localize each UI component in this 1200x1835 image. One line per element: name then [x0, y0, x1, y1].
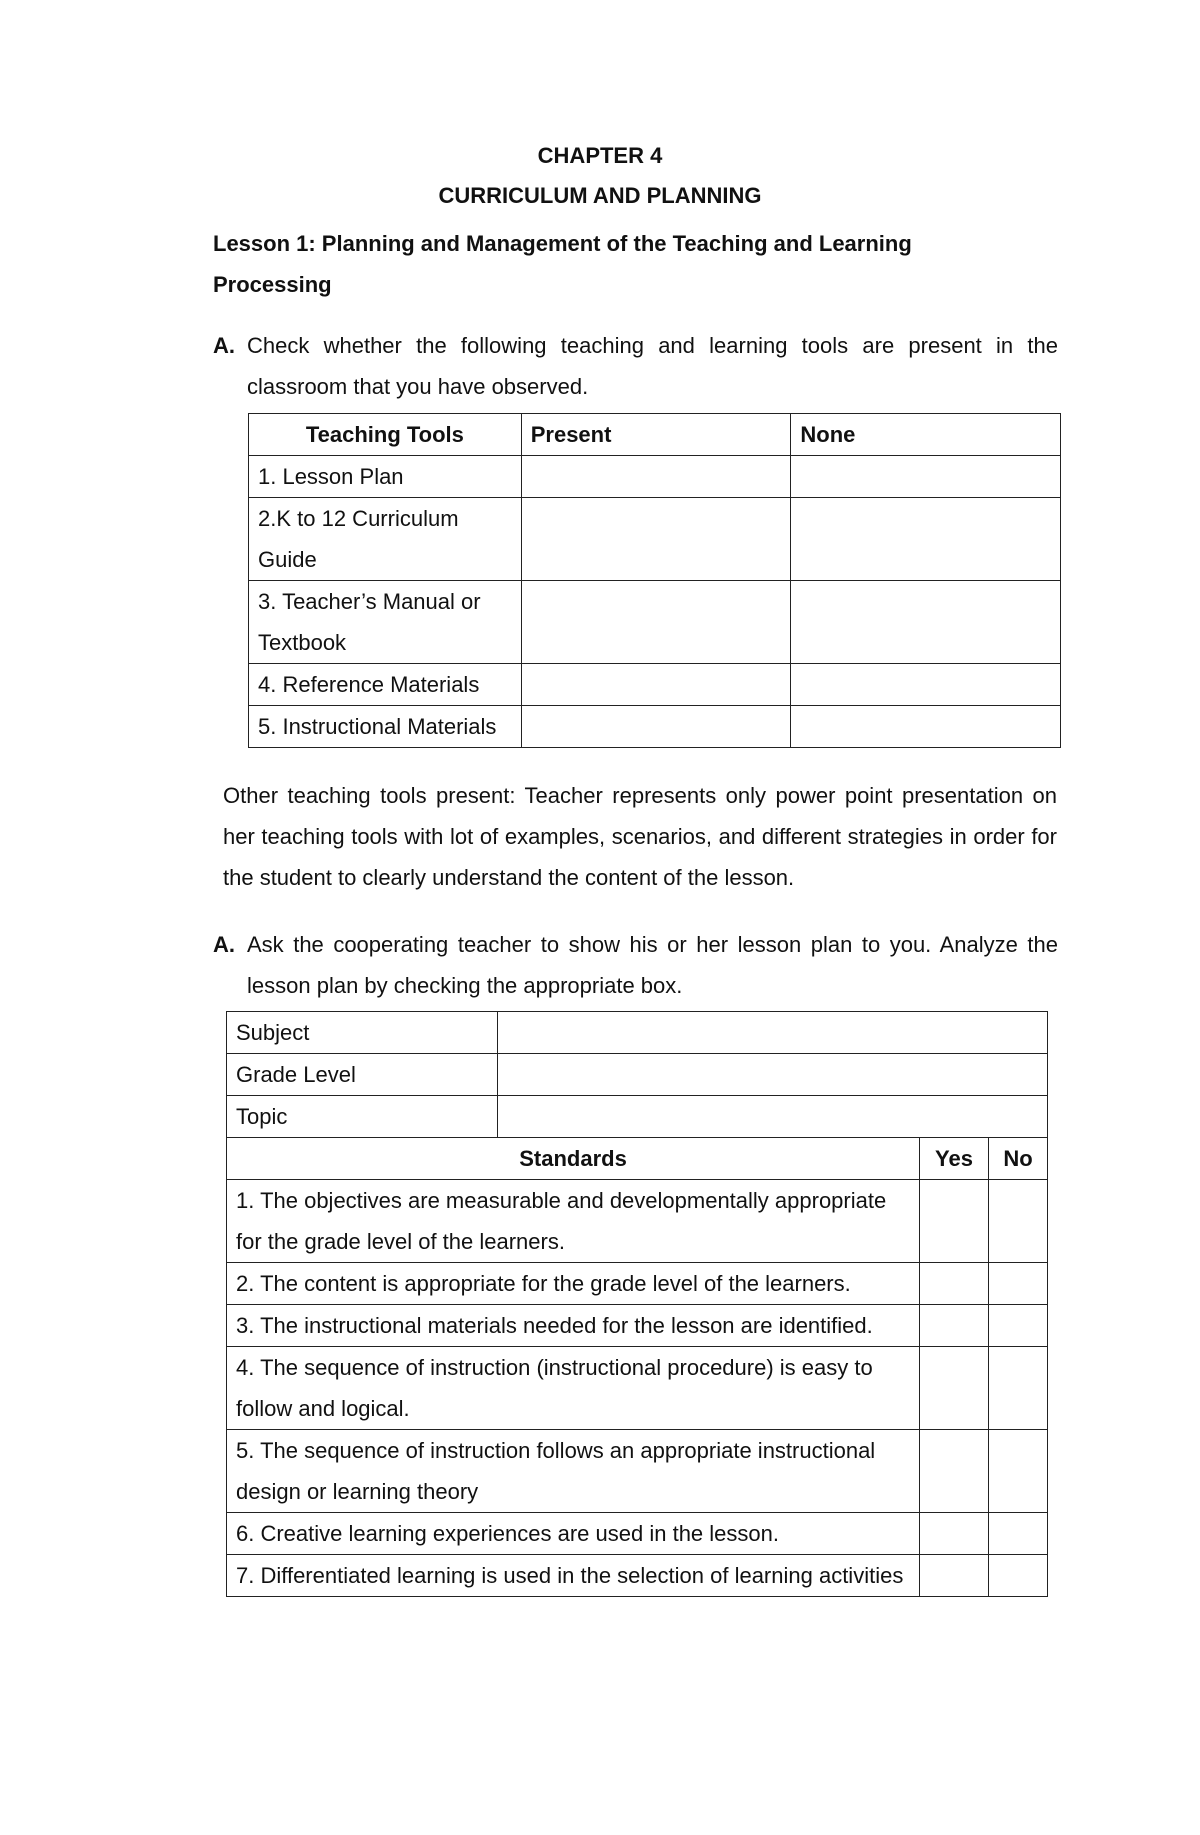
no-cell[interactable] [989, 1513, 1048, 1555]
header-yes: Yes [920, 1138, 989, 1180]
yes-cell[interactable] [920, 1347, 989, 1430]
no-cell[interactable] [989, 1305, 1048, 1347]
part-a1-text: Check whether the following teaching and learning tools are present in the classroom that you have observed. [247, 333, 1058, 399]
no-cell[interactable] [989, 1430, 1048, 1513]
table-row [249, 706, 1061, 748]
no-cell[interactable] [989, 1347, 1048, 1430]
table-row [249, 498, 1061, 581]
section-title: CURRICULUM AND PLANNING [438, 183, 762, 208]
table-row [227, 1513, 1048, 1555]
info-label: Grade Level [227, 1054, 498, 1096]
table-row [249, 581, 1061, 664]
standard-text: 4. The sequence of instruction (instructional procedure) is easy to follow and logical. [227, 1347, 920, 1430]
none-cell[interactable] [791, 456, 1061, 498]
chapter-title: CHAPTER 4 [537, 143, 663, 168]
header-teaching-tools: Teaching Tools [249, 414, 522, 456]
lesson-title: Lesson 1: Planning and Management of the Teaching and Learning Processing [213, 231, 912, 297]
table-row [227, 1180, 1048, 1263]
header-standards: Standards [227, 1138, 920, 1180]
tool-name: 3. Teacher’s Manual or Textbook [249, 581, 522, 664]
yes-cell[interactable] [920, 1263, 989, 1305]
standard-text: 3. The instructional materials needed for the lesson are identified. [227, 1305, 920, 1347]
info-label: Subject [227, 1012, 498, 1054]
info-value[interactable] [498, 1054, 1048, 1096]
header-present: Present [521, 414, 791, 456]
standard-text: 7. Differentiated learning is used in the selection of learning activities [227, 1555, 920, 1597]
standard-text: 1. The objectives are measurable and developmentally appropriate for the grade level of the learners. [227, 1180, 920, 1263]
table-row [227, 1555, 1048, 1597]
standard-text: 6. Creative learning experiences are used in the lesson. [227, 1513, 920, 1555]
table-row [227, 1430, 1048, 1513]
table-row [227, 1305, 1048, 1347]
yes-cell[interactable] [920, 1305, 989, 1347]
table-header-row [249, 414, 1061, 456]
present-cell[interactable] [521, 706, 791, 748]
standards-header-row [227, 1138, 1048, 1180]
standard-text: 2. The content is appropriate for the grade level of the learners. [227, 1263, 920, 1305]
info-label: Topic [227, 1096, 498, 1138]
info-row-grade-level [227, 1054, 1047, 1096]
part-a1-marker: A. [213, 333, 235, 358]
standard-text: 5. The sequence of instruction follows an appropriate instructional design or learning theory [227, 1430, 920, 1513]
info-row-topic [227, 1096, 1047, 1138]
tool-name: 5. Instructional Materials [249, 706, 522, 748]
tool-name: 1. Lesson Plan [249, 456, 522, 498]
table-row [227, 1263, 1048, 1305]
present-cell[interactable] [521, 581, 791, 664]
yes-cell[interactable] [920, 1430, 989, 1513]
table-row [249, 456, 1061, 498]
part-a2-text: Ask the cooperating teacher to show his or her lesson plan to you. Analyze the lesson plan by checking the appropriate box. [247, 932, 1058, 998]
tool-name: 4. Reference Materials [249, 664, 522, 706]
table-row [249, 664, 1061, 706]
info-row-subject [227, 1012, 1047, 1054]
none-cell[interactable] [791, 581, 1061, 664]
teaching-tools-table [248, 413, 1061, 748]
lesson-plan-analysis-table [226, 1011, 1048, 1597]
tool-name: 2.K to 12 Curriculum Guide [249, 498, 522, 581]
instruction-part-a2 [213, 924, 1058, 1006]
present-cell[interactable] [521, 664, 791, 706]
table-row [227, 1347, 1048, 1430]
header-none: None [791, 414, 1061, 456]
info-row [227, 1012, 1048, 1138]
yes-cell[interactable] [920, 1513, 989, 1555]
none-cell[interactable] [791, 706, 1061, 748]
no-cell[interactable] [989, 1555, 1048, 1597]
yes-cell[interactable] [920, 1180, 989, 1263]
no-cell[interactable] [989, 1263, 1048, 1305]
info-value[interactable] [498, 1012, 1048, 1054]
part-a2-marker: A. [213, 932, 235, 957]
present-cell[interactable] [521, 498, 791, 581]
no-cell[interactable] [989, 1180, 1048, 1263]
info-subtable [227, 1012, 1047, 1137]
header-no: No [989, 1138, 1048, 1180]
other-teaching-tools-note: Other teaching tools present: Teacher represents only power point presentation on her teaching tools with lot of examples, scenarios, and different strategies in order for the student to clearly understand the content of the lesson. [223, 783, 1057, 890]
present-cell[interactable] [521, 456, 791, 498]
none-cell[interactable] [791, 498, 1061, 581]
yes-cell[interactable] [920, 1555, 989, 1597]
instruction-part-a1 [213, 325, 1058, 407]
info-value[interactable] [498, 1096, 1048, 1138]
none-cell[interactable] [791, 664, 1061, 706]
